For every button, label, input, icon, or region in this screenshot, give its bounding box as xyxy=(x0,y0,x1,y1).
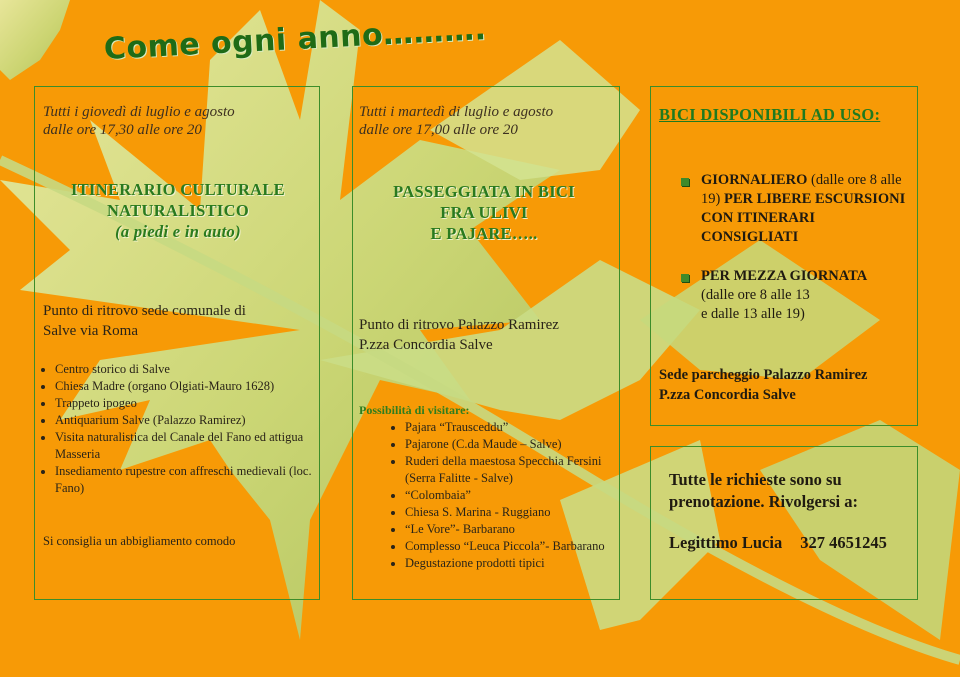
ride-title xyxy=(353,181,615,244)
panel-prenotazione xyxy=(650,446,918,600)
booking-notice xyxy=(669,469,858,513)
option-hours-line-2: e dalle 13 alle 19) xyxy=(701,306,805,322)
parking-location xyxy=(659,365,867,405)
booking-line-2: prenotazione. Rivolgersi a: xyxy=(669,492,858,511)
meeting-point xyxy=(359,315,559,355)
option-hours-line-1: (dalle ore 8 alle 13 xyxy=(701,287,810,303)
title-line-1: ITINERARIO CULTURALE xyxy=(71,180,285,199)
itinerary-title xyxy=(35,179,321,242)
option-mezza-giornata xyxy=(701,267,909,324)
list-item: • “Le Vore”- Barbarano xyxy=(405,521,623,538)
list-item: • Ruderi della maestosa Specchia Fersini (Serra Falitte - Salve) xyxy=(405,453,623,487)
meeting-line-1: Punto di ritrovo sede comunale di xyxy=(43,303,246,319)
contact-phone[interactable]: 327 4651245 xyxy=(800,533,887,552)
bullet-square-icon xyxy=(681,274,689,282)
contact-name: Legittimo Lucia xyxy=(669,533,783,552)
schedule-line-2: dalle ore 17,30 alle ore 20 xyxy=(43,122,202,138)
panel-passeggiata-bici xyxy=(352,86,620,600)
option-label: PER MEZZA GIORNATA xyxy=(701,268,868,284)
list-item: • Degustazione prodotti tipici xyxy=(405,555,623,572)
availability-heading: BICI DISPONIBILI AD USO: xyxy=(659,105,881,124)
schedule xyxy=(359,103,553,139)
visit-heading: Possibilità di visitare: xyxy=(359,403,470,417)
option-description: PER LIBERE ESCURSIONI CON ITINERARI CONSIGLIATI xyxy=(701,191,906,245)
headline: Come ogni anno………. xyxy=(103,11,488,67)
list-item: • Chiesa S. Marina - Ruggiano xyxy=(405,504,623,521)
meeting-line-1: Punto di ritrovo Palazzo Ramirez xyxy=(359,317,559,333)
itinerary-list xyxy=(35,361,315,497)
title-subtitle: (a piedi e in auto) xyxy=(115,222,241,241)
clothing-note: Si consiglia un abbigliamento comodo xyxy=(43,534,236,548)
list-item: • Pajarone (C.da Maude – Salve) xyxy=(405,436,623,453)
schedule-line-1: Tutti i martedì di luglio e agosto xyxy=(359,104,554,120)
list-item: • Insediamento rupestre con affreschi medievali (loc. Fano) xyxy=(55,463,315,497)
parking-line-2: P.zza Concordia Salve xyxy=(659,387,796,403)
panel-itinerario-culturale xyxy=(34,86,320,600)
contact-info xyxy=(669,533,887,553)
list-item: • Visita naturalistica del Canale del Fano ed attigua Masseria xyxy=(55,429,315,463)
meeting-line-2: Salve via Roma xyxy=(43,323,138,339)
title-line-2: FRA ULIVI xyxy=(440,203,528,222)
meeting-point xyxy=(43,301,246,341)
option-hours: (dalle ore 8 alle 19) xyxy=(701,172,902,207)
schedule xyxy=(43,103,235,139)
list-item: • Chiesa Madre (organo Olgiati-Mauro 1628) xyxy=(55,378,315,395)
visit-list xyxy=(385,419,623,572)
title-line-1: PASSEGGIATA IN BICI xyxy=(393,182,575,201)
option-giornaliero xyxy=(701,171,909,247)
list-item: • Centro storico di Salve xyxy=(55,361,315,378)
bullet-square-icon xyxy=(681,178,689,186)
list-item: • “Colombaia” xyxy=(405,487,623,504)
title-line-3: E PAJARE….. xyxy=(430,224,538,243)
list-item: • Antiquarium Salve (Palazzo Ramirez) xyxy=(55,412,315,429)
list-item: • Trappeto ipogeo xyxy=(55,395,315,412)
schedule-line-2: dalle ore 17,00 alle ore 20 xyxy=(359,122,518,138)
list-item: • Pajara “Trausceddu” xyxy=(405,419,623,436)
schedule-line-1: Tutti i giovedì di luglio e agosto xyxy=(43,104,235,120)
booking-line-1: Tutte le richieste sono su xyxy=(669,470,842,489)
list-item: • Complesso “Leuca Piccola”- Barbarano xyxy=(405,538,623,555)
meeting-line-2: P.zza Concordia Salve xyxy=(359,337,493,353)
panel-bici-disponibili xyxy=(650,86,918,426)
parking-line-1: Sede parcheggio Palazzo Ramirez xyxy=(659,367,868,383)
title-line-2: NATURALISTICO xyxy=(106,201,250,220)
option-label: GIORNALIERO xyxy=(701,172,808,188)
